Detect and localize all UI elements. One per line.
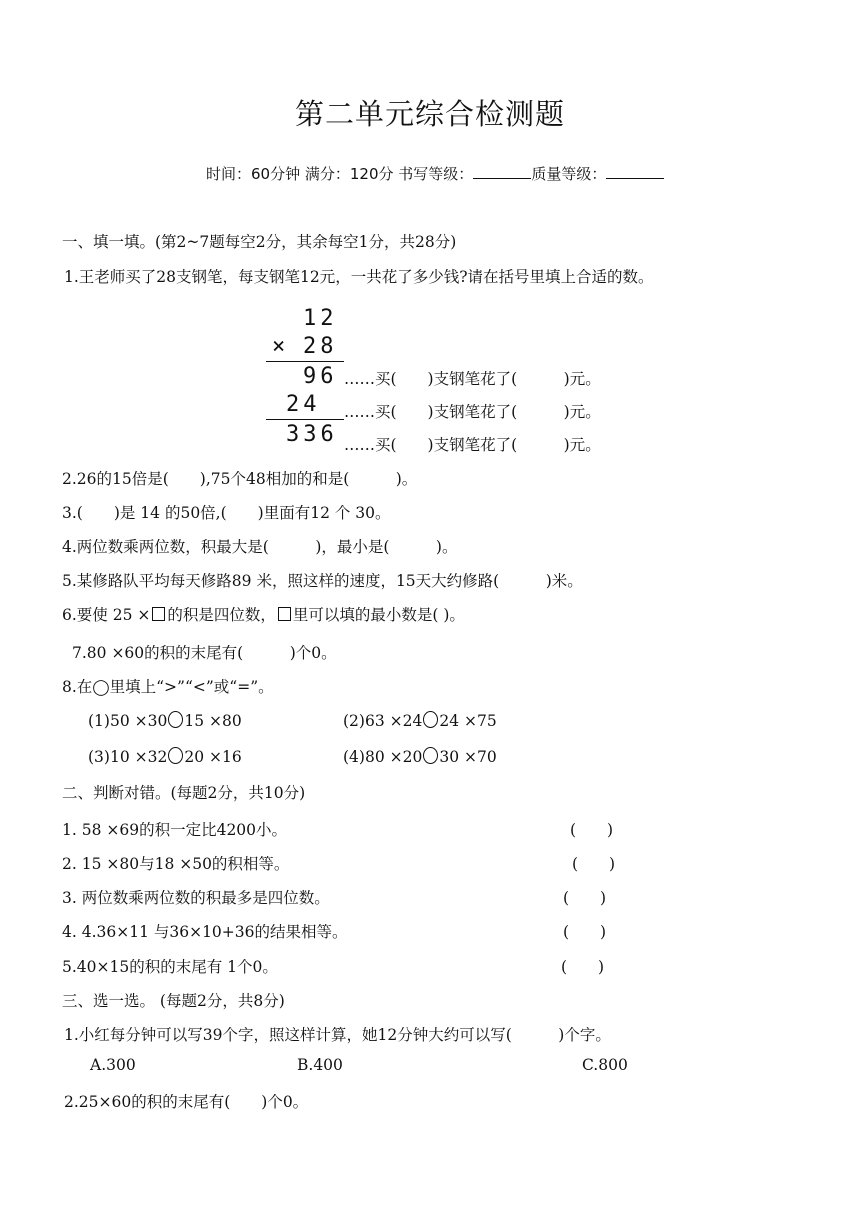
multiplicand: 12	[303, 306, 338, 331]
judge-item-5: 5.40×15的积的末尾有 1个0。	[62, 958, 278, 976]
question-1-7: 7.80 ×60的积的末尾有( )个0。	[72, 644, 337, 662]
choice-option-a[interactable]: A.300	[90, 1056, 136, 1074]
judge-paren-3[interactable]: ( )	[563, 889, 607, 907]
question-1-6-part-c: 里可以填的最小数是( )。	[292, 606, 465, 624]
question-1-6	[62, 603, 465, 625]
square-icon	[152, 607, 165, 621]
quality-grade-label: 质量等级：	[531, 165, 607, 183]
vertical-note-1: ……买( )支钢笔花了( )元。	[344, 370, 601, 388]
question-1-6-part-b: 的积是四位数，	[167, 606, 276, 624]
choice-option-c[interactable]: C.800	[582, 1056, 628, 1074]
section3-heading: 三、选一选。 (每题2分，共8分)	[62, 992, 285, 1010]
product: 336	[286, 422, 338, 447]
circle-icon[interactable]	[423, 711, 438, 728]
judge-paren-5[interactable]: ( )	[561, 958, 605, 976]
section1-heading: 一、填一填。(第2~7题每空2分，其余每空1分，共28分)	[62, 233, 457, 251]
writing-grade-label: 书写等级：	[398, 165, 474, 183]
choice-question-2: 2.25×60的积的末尾有( )个0。	[64, 1093, 309, 1111]
question-1-5: 5.某修路队平均每天修路89 米，照这样的速度，15天大约修路( )米。	[62, 572, 583, 590]
circle-icon[interactable]	[168, 747, 183, 764]
full-score-label: 满分：120分	[304, 165, 394, 183]
question-1-2: 2.26的15倍是( ),75个48相加的和是( )。	[62, 470, 418, 488]
judge-paren-4[interactable]: ( )	[563, 923, 607, 941]
question-1-8: 8.在◯里填上“>”“<”或“=”。	[62, 678, 274, 696]
choice-option-b[interactable]: B.400	[297, 1056, 343, 1074]
writing-grade-blank[interactable]	[473, 164, 531, 179]
partial-product-2: 24	[286, 392, 321, 417]
judge-item-4: 4. 4.36×11 与36×10+36的结果相等。	[62, 923, 348, 941]
compare-item-1: (1)50 ×30 15 ×80	[88, 712, 242, 730]
judge-item-1: 1. 58 ×69的积一定比4200小。	[62, 821, 288, 839]
time-label: 时间：60分钟	[206, 165, 301, 183]
question-1-1: 1.王老师买了28支钢笔，每支钢笔12元，一共花了多少钱?请在括号里填上合适的数。	[64, 268, 654, 286]
multiply-sign: ×	[272, 334, 290, 359]
page-title: 第二单元综合检测题	[294, 97, 565, 131]
rule-1	[266, 361, 344, 362]
circle-icon[interactable]	[423, 747, 438, 764]
question-1-3: 3.( )是 14 的50倍,( )里面有12 个 30。	[62, 504, 391, 522]
question-1-6-part-a: 6.要使 25 ×	[62, 606, 151, 624]
section2-heading: 二、判断对错。(每题2分，共10分)	[62, 784, 306, 802]
question-1-4: 4.两位数乘两位数，积最大是( )，最小是( )。	[62, 538, 458, 556]
exam-meta	[206, 163, 664, 184]
judge-item-2: 2. 15 ×80与18 ×50的积相等。	[62, 855, 290, 873]
choice-question-1: 1.小红每分钟可以写39个字，照这样计算，她12分钟大约可以写( )个字。	[64, 1026, 611, 1044]
vertical-note-2: ……买( )支钢笔花了( )元。	[344, 403, 601, 421]
rule-2	[266, 419, 344, 420]
multiplier: 28	[303, 334, 338, 359]
compare-item-2: (2)63 ×24 24 ×75	[343, 712, 497, 730]
compare-item-3: (3)10 ×32 20 ×16	[88, 748, 242, 766]
square-icon	[278, 607, 291, 621]
judge-paren-1[interactable]: ( )	[570, 821, 614, 839]
vertical-note-3: ……买( )支钢笔花了( )元。	[344, 436, 601, 454]
judge-paren-2[interactable]: ( )	[572, 855, 616, 873]
partial-product-1: 96	[303, 364, 338, 389]
circle-icon[interactable]	[168, 711, 183, 728]
judge-item-3: 3. 两位数乘两位数的积最多是四位数。	[62, 889, 330, 907]
quality-grade-blank[interactable]	[606, 164, 664, 179]
compare-item-4: (4)80 ×20 30 ×70	[343, 748, 497, 766]
